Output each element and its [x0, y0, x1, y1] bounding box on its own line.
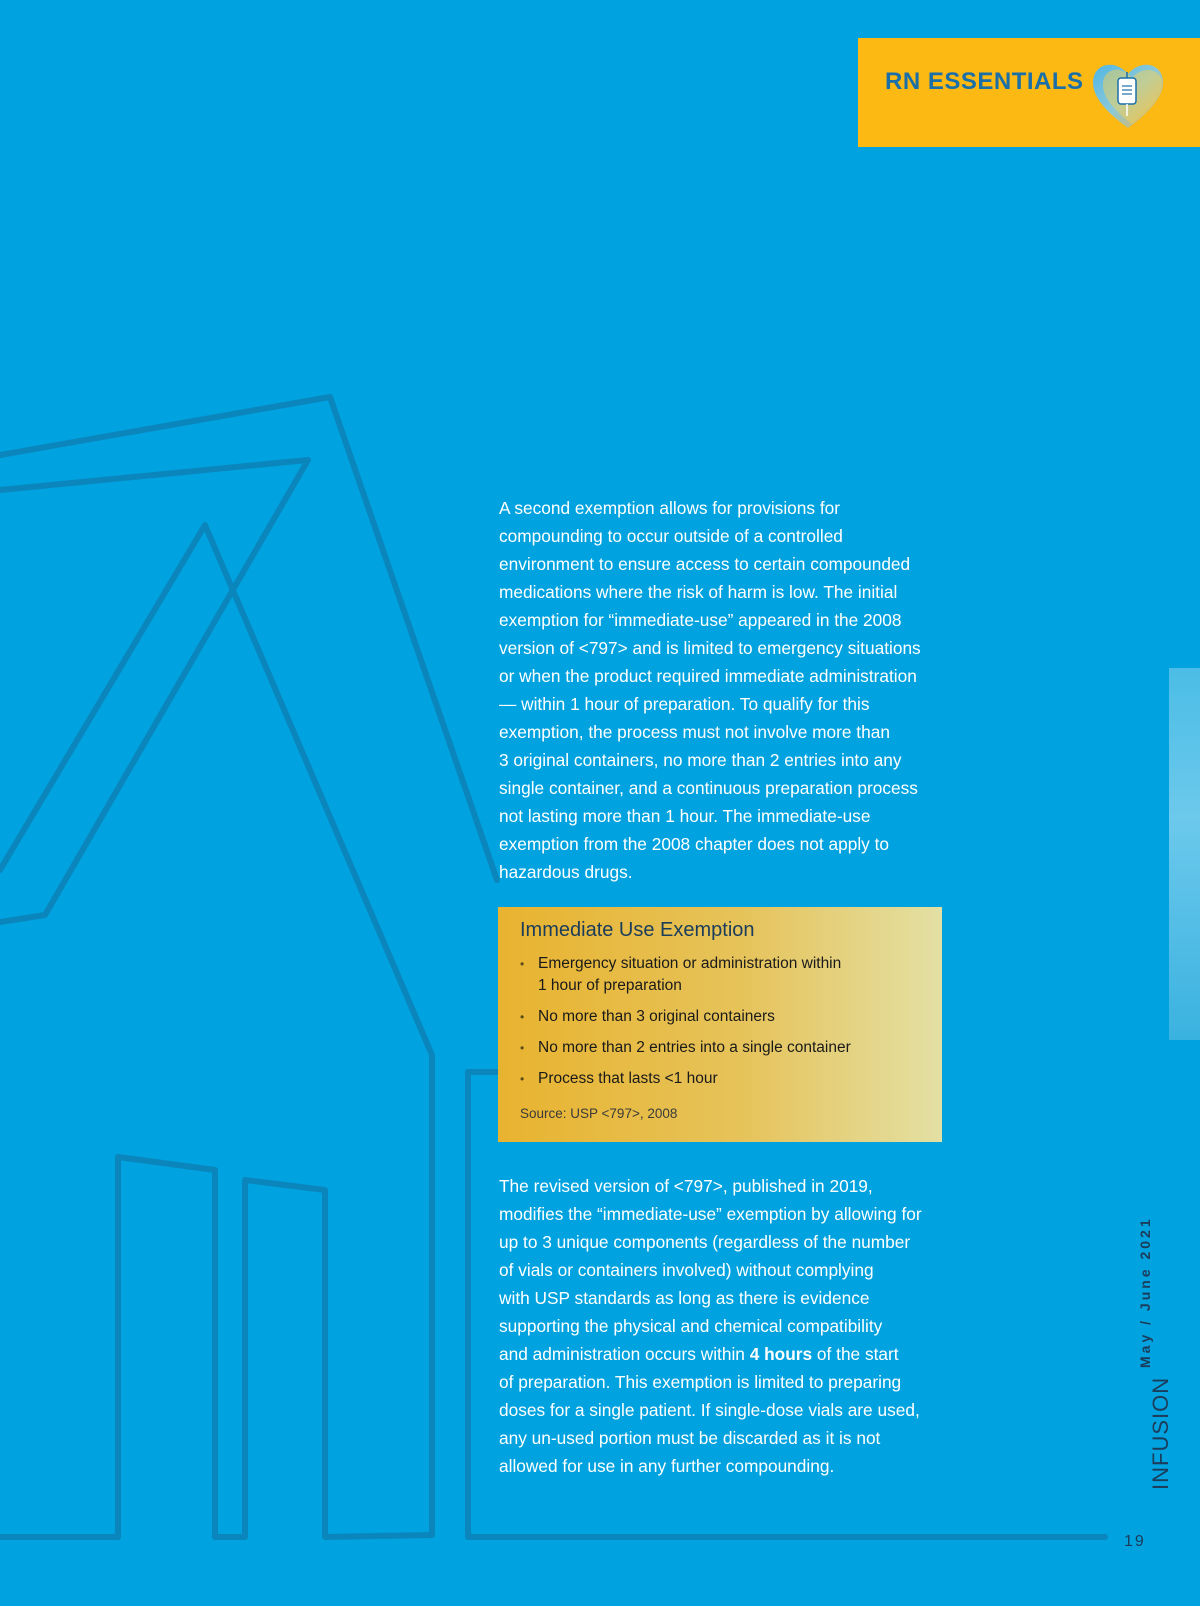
text-line: exemption, the process must not involve more than — [499, 722, 890, 742]
text-segment: and administration occurs within — [499, 1344, 750, 1364]
text-line: The revised version of <797>, published in 2019, — [499, 1176, 873, 1196]
text-line: environment to ensure access to certain compounded — [499, 554, 911, 574]
callout-title: Immediate Use Exemption — [520, 919, 755, 941]
callout-list-item — [520, 1037, 930, 1059]
text-line: modifies the “immediate-use” exemption by allowing for — [499, 1204, 922, 1224]
article-paragraph-1 — [499, 494, 969, 886]
bullet-icon: • — [520, 957, 525, 971]
text-line: any un-used portion must be discarded as it is not — [499, 1428, 881, 1448]
text-line: of vials or containers involved) without complying — [499, 1260, 874, 1280]
callout-item-text: Process that lasts <1 hour — [538, 1070, 718, 1087]
callout-item-text: Emergency situation or administration within — [538, 955, 842, 972]
text-line: hazardous drugs. — [499, 862, 633, 882]
text-line: supporting the physical and chemical compatibility — [499, 1316, 883, 1336]
callout-item-text: No more than 3 original containers — [538, 1008, 775, 1025]
heart-iv-bag-icon — [1088, 58, 1168, 130]
text-line: single container, and a continuous preparation process — [499, 778, 918, 798]
text-line: medications where the risk of harm is low. The initial — [499, 582, 898, 602]
text-line — [499, 1340, 969, 1368]
article-paragraph-2 — [499, 1172, 969, 1480]
page-number: 19 — [1124, 1533, 1146, 1550]
text-line: — within 1 hour of preparation. To qualify for this — [499, 694, 870, 714]
issue-date: May / June 2021 — [1137, 1216, 1153, 1368]
callout-list-item — [520, 1068, 930, 1090]
text-line: compounding to occur outside of a controlled — [499, 526, 843, 546]
text-line: exemption for “immediate-use” appeared in the 2008 — [499, 610, 902, 630]
emphasis-text: 4 hours — [749, 1344, 813, 1364]
text-line: version of <797> and is limited to emergency situations — [499, 638, 921, 658]
text-line: doses for a single patient. If single-dose vials are used, — [499, 1400, 920, 1420]
brand-logo: INFUSION — [1148, 1376, 1173, 1490]
text-line: or when the product required immediate administration — [499, 666, 917, 686]
callout-item-text: No more than 2 entries into a single container — [538, 1039, 851, 1056]
text-line: 3 original containers, no more than 2 entries into any — [499, 750, 902, 770]
callout-list-item — [520, 1006, 930, 1028]
bullet-icon: • — [520, 1010, 525, 1024]
callout-source: Source: USP <797>, 2008 — [520, 1106, 678, 1121]
callout-list-item — [520, 953, 930, 997]
text-line: A second exemption allows for provisions for — [499, 498, 840, 518]
text-segment: of the start — [812, 1344, 899, 1364]
text-line: up to 3 unique components (regardless of the number — [499, 1232, 911, 1252]
text-line: not lasting more than 1 hour. The immediate-use — [499, 806, 871, 826]
text-line: of preparation. This exemption is limited to preparing — [499, 1372, 902, 1392]
bullet-icon: • — [520, 1072, 525, 1086]
side-photo-strip — [1169, 668, 1200, 1040]
bullet-icon: • — [520, 1041, 525, 1055]
callout-item-text: 1 hour of preparation — [538, 977, 682, 994]
section-tab — [858, 38, 1200, 147]
text-line: allowed for use in any further compounding. — [499, 1456, 835, 1476]
text-line: exemption from the 2008 chapter does not apply to — [499, 834, 890, 854]
callout-list — [520, 953, 930, 1099]
text-line: with USP standards as long as there is evidence — [499, 1288, 870, 1308]
immediate-use-callout — [498, 907, 942, 1142]
section-title: RN ESSENTIALS — [885, 68, 1084, 95]
